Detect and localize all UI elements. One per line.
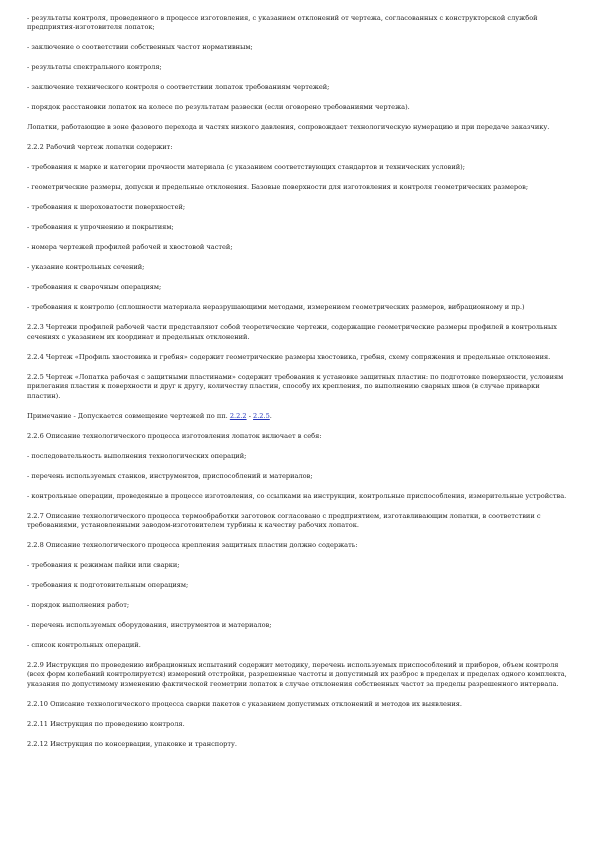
list-item-material-grade: - требования к марке и категории прочности материала (с указанием соответствующих стандартов и технических условий);: [27, 163, 465, 172]
note-suffix: .: [269, 411, 272, 420]
section-2-2-7: 2.2.7 Описание технологического процесса термообработки заготовок согласовано с предприятием, изготавливающим лопатки, в соответствии с требованиями, установленными заводом-изготовителем турбины к качеству рабочих лопаток.: [27, 511, 541, 530]
section-2-2-6: 2.2.6 Описание технологического процесса изготовления лопаток включает в себя:: [27, 431, 322, 440]
document-page: [27, 14, 572, 760]
list-item-geometric-sizes: - геометрические размеры, допуски и предельные отклонения. Базовые поверхности для изготовления и контроля геометрических размеров;: [27, 183, 529, 192]
link-2-2-5[interactable]: 2.2.5: [253, 411, 270, 420]
list-item-control-results: - результаты контроля, проведенного в процессе изготовления, с указанием отклонений от чертежа, согласованных с конструкторской службой предприятия-изготовителя лопаток;: [27, 14, 538, 32]
list-item-roughness: - требования к шероховатости поверхностей;: [27, 203, 186, 212]
list-item-soldering-modes: - требования к режимам пайки или сварки;: [27, 561, 180, 570]
list-item-technical-control: - заключение технического контроля о соответствии лопаток требованиям чертежей;: [27, 83, 330, 92]
section-2-2-5: 2.2.5 Чертеж «Лопатка рабочая с защитными пластинами» содержит требования к установке защитных пластин: по подготовке поверхности, условиям прилегания пластин к поверхности и друг к другу, количеству пластин, способу их крепления, по выполнению сварных швов (в случае приварки пластин).: [27, 372, 564, 400]
list-item-control-sections: - указание контрольных сечений;: [27, 263, 145, 272]
section-2-2-11: 2.2.11 Инструкция по проведению контроля.: [27, 719, 185, 728]
list-item-profile-drawings: - номера чертежей профилей рабочей и хвостовой частей;: [27, 243, 233, 252]
list-item-frequency-conclusion: - заключение о соответствии собственных частот нормативным;: [27, 43, 253, 52]
section-2-2-4: 2.2.4 Чертеж «Профиль хвостовика и гребня» содержит геометрические размеры хвостовика, гребня, схему сопряжения и предельные отклонения.: [27, 352, 551, 361]
section-2-2-2: 2.2.2 Рабочий чертеж лопатки содержит:: [27, 143, 173, 152]
list-item-tools: - перечень используемых станков, инструментов, приспособлений и материалов;: [27, 471, 313, 480]
list-item-welding: - требования к сварочным операциям;: [27, 283, 162, 292]
section-2-2-8: 2.2.8 Описание технологического процесса крепления защитных пластин должно содержать:: [27, 541, 358, 550]
section-2-2-12: 2.2.12 Инструкция по консервации, упаковке и транспорту.: [27, 739, 238, 748]
list-item-work-order: - порядок выполнения работ;: [27, 601, 130, 610]
list-item-control-requirements: - требования к контролю (сплошности материала неразрушающими методами, измерением геометрических размеров, вибрационному и пр.): [27, 303, 525, 312]
list-item-blade-placement: - порядок расстановки лопаток на колесе по результатам развески (если оговорено требованиями чертежа).: [27, 103, 410, 112]
section-2-2-3: 2.2.3 Чертежи профилей рабочей части представляют собой теоретические чертежи, содержащие геометрические размеры профилей в контрольных сечениях с указанием их координат и предельных отклонений.: [27, 323, 558, 341]
list-item-preparatory: - требования к подготовительным операциям;: [27, 581, 189, 590]
list-item-spectral-control: - результаты спектрального контроля;: [27, 63, 162, 72]
list-item-control-list: - список контрольных операций.: [27, 641, 141, 650]
section-2-2-9: 2.2.9 Инструкция по проведению вибрационных испытаний содержит методику, перечень используемых приспособлений и приборов, объем контроля (всех форм колебаний контролируется) измерений отстройки, разрешенные частоты и допустимый их разброс в пределах и пределах одного комплекта, указания по допустимому изменению фактической геометрии лопаток в случае отклонения собственных частот за пределы разрешенного интервала.: [27, 661, 567, 688]
list-item-hardening: - требования к упрочнению и покрытиям;: [27, 223, 174, 232]
list-item-equipment: - перечень используемых оборудования, инструментов и материалов;: [27, 621, 272, 630]
paragraph-phase-transition: Лопатки, работающие в зоне фазового перехода и частях низкого давления, сопровождает технологическую нумерацию и при передаче заказчику.: [27, 123, 550, 132]
section-2-2-10: 2.2.10 Описание технологического процесса сварки пакетов с указанием допустимых отклонений и методов их выявления.: [27, 699, 462, 708]
note-prefix: Примечание - Допускается совмещение чертежей по пп.: [27, 411, 230, 420]
list-item-control-operations: - контрольные операции, проведенные в процессе изготовления, со ссылками на инструкции, контрольные приспособления, измерительные устройства.: [27, 491, 567, 500]
list-item-sequence: - последовательность выполнения технологических операций;: [27, 451, 247, 460]
note-separator: -: [246, 411, 254, 420]
note-paragraph: [27, 412, 572, 421]
link-2-2-2[interactable]: 2.2.2: [229, 411, 247, 420]
